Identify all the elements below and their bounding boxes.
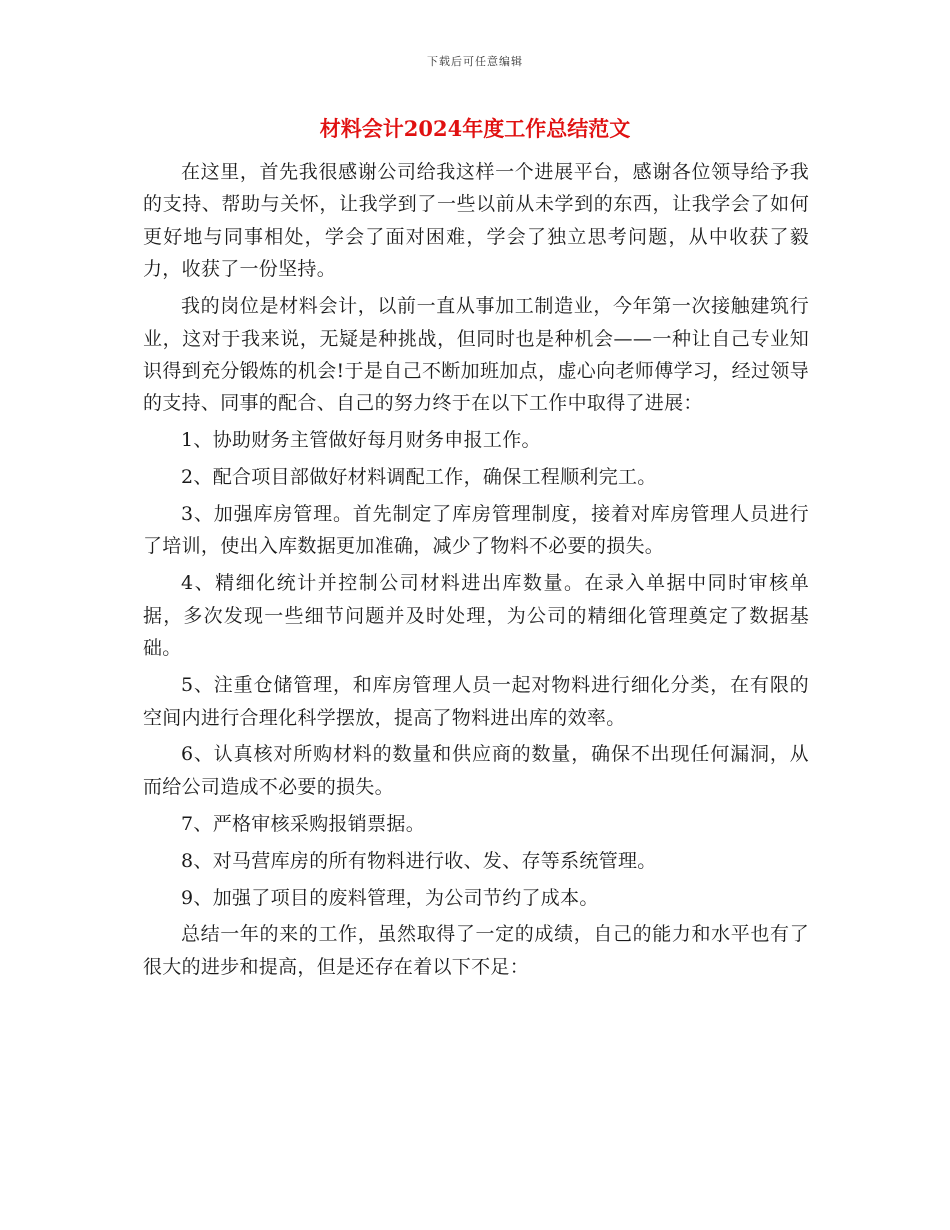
list-item: 1、协助财务主管做好每月财务申报工作。	[181, 429, 541, 452]
list-item: 6、认真核对所购材料的数量和供应商的数量，确保不出现任何漏洞，从而给公司造成不必要的损失。	[143, 743, 809, 798]
list-item: 2、配合项目部做好材料调配工作，确保工程顺利完工。	[181, 466, 657, 489]
paragraph-position: 我的岗位是材料会计，以前一直从事加工制造业，今年第一次接触建筑行业，这对于我来说，无疑是种挑战，但同时也是种机会——一种让自己专业知识得到充分锻炼的机会!于是自己不断加班加点，虚心向老师傅学习，经过领导的支持、同事的配合、自己的努力终于在以下工作中取得了进展：	[143, 295, 809, 415]
list-item: 5、注重仓储管理，和库房管理人员一起对物料进行细化分类，在有限的空间内进行合理化科学摆放，提高了物料进出库的效率。	[143, 674, 809, 729]
paragraph-intro: 在这里，首先我很感谢公司给我这样一个进展平台，感谢各位领导给予我的支持、帮助与关怀，让我学到了一些以前从未学到的东西，让我学会了如何更好地与同事相处，学会了面对困难，学会了独立思考问题，从中收获了毅力，收获了一份坚持。	[143, 161, 809, 281]
list-item: 4、精细化统计并控制公司材料进出库数量。在录入单据中同时审核单据，多次发现一些细节问题并及时处理，为公司的精细化管理奠定了数据基础。	[143, 572, 809, 660]
list-item: 7、严格审核采购报销票据。	[181, 812, 425, 835]
header-note: 下载后可任意编辑	[427, 55, 523, 68]
document-body	[143, 156, 809, 988]
list-item: 9、加强了项目的废料管理，为公司节约了成本。	[181, 886, 599, 909]
list-item: 3、加强库房管理。首先制定了库房管理制度，接着对库房管理人员进行了培训，使出入库数据更加准确，减少了物料不必要的损失。	[143, 503, 809, 558]
document-title: 材料会计2024年度工作总结范文	[319, 116, 631, 141]
paragraph-summary: 总结一年的来的工作，虽然取得了一定的成绩，自己的能力和水平也有了很大的进步和提高，但是还存在着以下不足：	[143, 923, 809, 978]
list-item: 8、对马营库房的所有物料进行收、发、存等系统管理。	[181, 849, 657, 872]
